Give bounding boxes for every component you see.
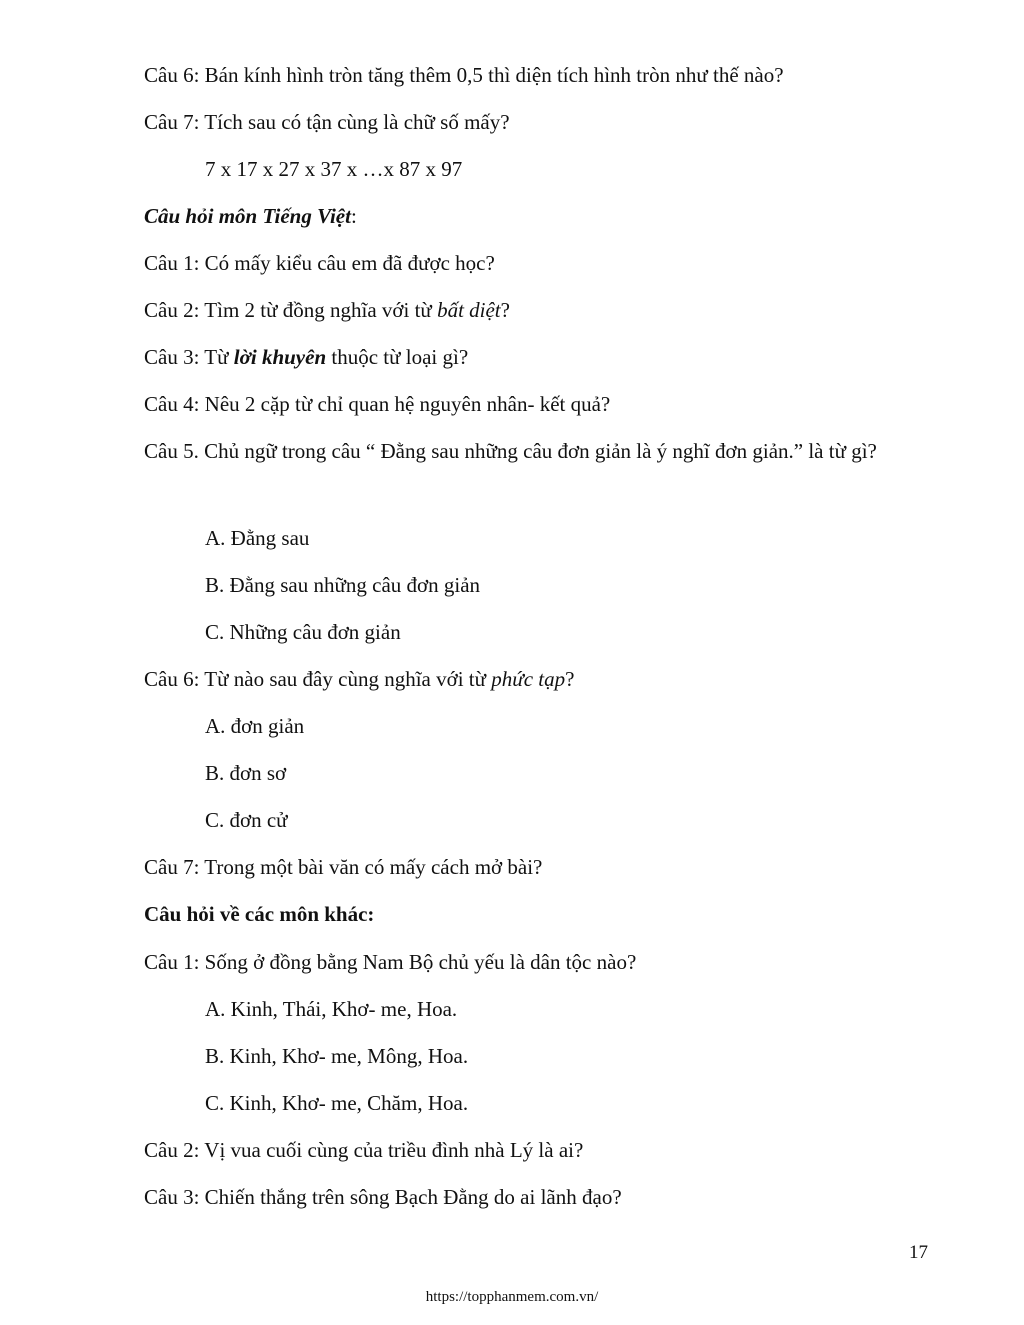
q2-prefix: Câu 2: Tìm 2 từ đồng nghĩa với từ bbox=[144, 298, 438, 322]
vietnamese-question-3 bbox=[144, 344, 468, 370]
other-question-2: Câu 2: Vị vua cuối cùng của triều đình nhà Lý là ai? bbox=[144, 1138, 584, 1162]
q2-keyword: bất diệt bbox=[437, 298, 501, 322]
math-question-7-expression: 7 x 17 x 27 x 37 x …x 87 x 97 bbox=[205, 157, 463, 181]
vietnamese-question-5: Câu 5. Chủ ngữ trong câu “ Đằng sau những câu đơn giản là ý nghĩ đơn giản.” là từ gì? bbox=[144, 439, 877, 463]
q6-option-b: B. đơn sơ bbox=[205, 761, 287, 785]
other-question-1: Câu 1: Sống ở đồng bằng Nam Bộ chủ yếu là dân tộc nào? bbox=[144, 950, 637, 974]
q2-suffix: ? bbox=[500, 298, 510, 322]
q3-keyword: lời khuyên bbox=[233, 345, 327, 369]
math-question-7: Câu 7: Tích sau có tận cùng là chữ số mấy? bbox=[144, 110, 510, 134]
q5-option-b: B. Đằng sau những câu đơn giản bbox=[205, 573, 481, 597]
vietnamese-question-4: Câu 4: Nêu 2 cặp từ chỉ quan hệ nguyên nhân- kết quả? bbox=[144, 392, 611, 416]
math-question-6: Câu 6: Bán kính hình tròn tăng thêm 0,5 thì diện tích hình tròn như thế nào? bbox=[144, 63, 784, 87]
page-number: 17 bbox=[909, 1242, 928, 1263]
q6-option-c: C. đơn cử bbox=[205, 808, 288, 832]
other-q1-option-a: A. Kinh, Thái, Khơ- me, Hoa. bbox=[205, 997, 458, 1021]
vietnamese-question-6 bbox=[144, 666, 574, 692]
other-q1-option-b: B. Kinh, Khơ- me, Mông, Hoa. bbox=[205, 1044, 469, 1068]
q5-option-c: C. Những câu đơn giản bbox=[205, 620, 401, 644]
q6-prefix: Câu 6: Từ nào sau đây cùng nghĩa với từ bbox=[144, 667, 492, 691]
vietnamese-heading-colon: : bbox=[350, 204, 357, 228]
q6-option-a: A. đơn giản bbox=[205, 714, 305, 738]
vietnamese-section-heading bbox=[144, 203, 357, 229]
vietnamese-question-2 bbox=[144, 297, 510, 323]
q6-suffix: ? bbox=[565, 667, 575, 691]
footer-url: https://topphanmem.com.vn/ bbox=[425, 1289, 599, 1305]
vietnamese-heading-text: Câu hỏi môn Tiếng Việt bbox=[144, 204, 351, 228]
other-subjects-heading: Câu hỏi về các môn khác: bbox=[144, 902, 375, 926]
q3-prefix: Câu 3: Từ bbox=[144, 345, 234, 369]
vietnamese-question-7: Câu 7: Trong một bài văn có mấy cách mở bài? bbox=[144, 855, 543, 879]
q5-option-a: A. Đằng sau bbox=[205, 526, 310, 550]
q3-suffix: thuộc từ loại gì? bbox=[326, 345, 469, 369]
other-question-3: Câu 3: Chiến thắng trên sông Bạch Đằng do ai lãnh đạo? bbox=[144, 1185, 622, 1209]
q6-keyword: phức tạp bbox=[491, 667, 566, 691]
other-q1-option-c: C. Kinh, Khơ- me, Chăm, Hoa. bbox=[205, 1091, 469, 1115]
vietnamese-question-1: Câu 1: Có mấy kiểu câu em đã được học? bbox=[144, 251, 495, 275]
